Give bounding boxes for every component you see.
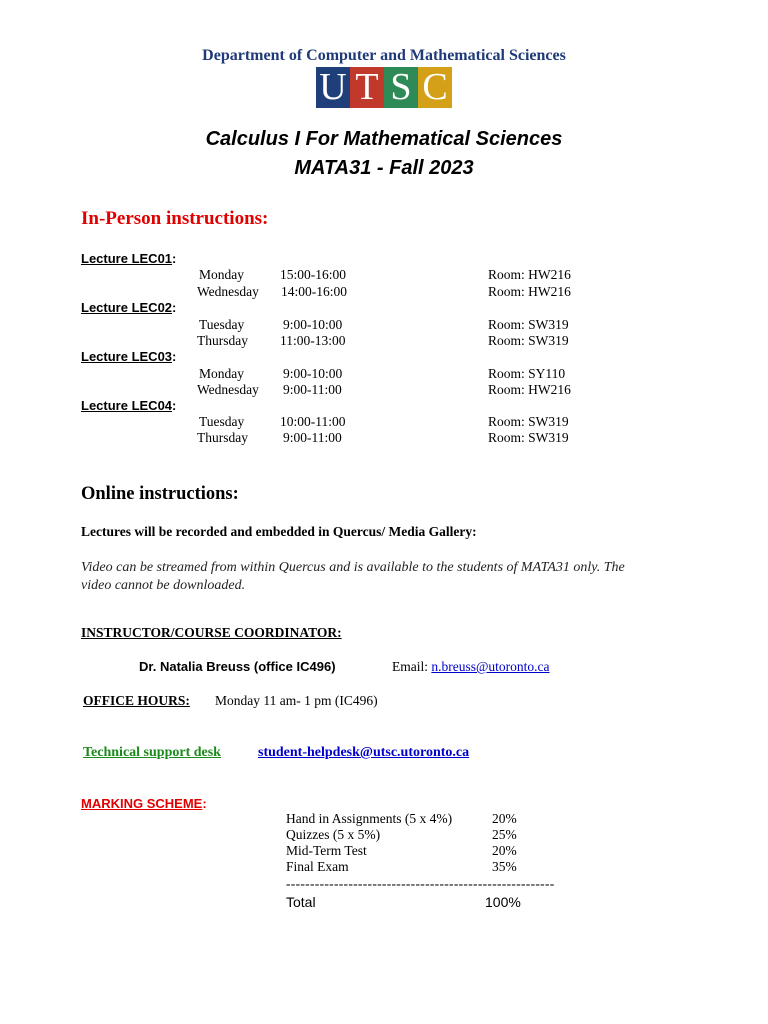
marking-separator: --------------------------------------------------------	[286, 876, 555, 891]
logo-letter-t: T	[350, 67, 384, 108]
lecture-lec02-heading: Lecture LEC02:	[81, 300, 177, 315]
instructor-heading: INSTRUCTOR/COURSE COORDINATOR:	[81, 625, 342, 640]
office-hours-label: OFFICE HOURS:	[83, 693, 190, 708]
lec02-room-2: Room: SW319	[488, 333, 569, 348]
lec03-day-2: Wednesday	[197, 382, 259, 397]
lec02-time-2: 11:00-13:00	[280, 333, 346, 348]
lec02-day-2: Thursday	[197, 333, 248, 348]
lec02-time-1: 9:00-10:00	[283, 317, 343, 332]
marking-item-weight-3: 20%	[492, 843, 517, 858]
marking-item-weight-4: 35%	[492, 859, 517, 874]
lec04-time-2: 9:00-11:00	[283, 430, 342, 445]
lec03-time-1: 9:00-10:00	[283, 366, 343, 381]
logo-letter-u: U	[316, 67, 350, 108]
lec01-day-2: Wednesday	[197, 284, 259, 299]
lec04-room-2: Room: SW319	[488, 430, 569, 445]
marking-item-label-4: Final Exam	[286, 859, 349, 874]
marking-item-weight-2: 25%	[492, 827, 517, 842]
lec02-day-1: Tuesday	[199, 317, 245, 332]
lec01-time-1: 15:00-16:00	[280, 267, 346, 282]
instructor-name: Dr. Natalia Breuss (office IC496)	[139, 659, 336, 674]
logo-letter-c: C	[418, 67, 452, 108]
lec03-room-2: Room: HW216	[488, 382, 571, 397]
course-title: Calculus I For Mathematical Sciences	[205, 128, 563, 150]
marking-heading: MARKING SCHEME:	[81, 796, 207, 811]
marking-total-label: Total	[286, 894, 316, 910]
lecture-lec04-heading: Lecture LEC04:	[81, 398, 177, 413]
lec01-room-1: Room: HW216	[488, 267, 571, 282]
lec04-room-1: Room: SW319	[488, 414, 569, 429]
lec04-day-1: Tuesday	[199, 414, 245, 429]
online-note-line1: Video can be streamed from within Quercus and is available to the students of MATA31 only. The	[81, 560, 625, 575]
instructor-email-link[interactable]: n.breuss@utoronto.ca	[431, 659, 550, 674]
marking-item-weight-1: 20%	[492, 811, 517, 826]
lec03-day-1: Monday	[199, 366, 244, 381]
in-person-heading: In-Person instructions:	[81, 208, 269, 229]
lec03-room-1: Room: SY110	[488, 366, 566, 381]
utsc-logo	[316, 67, 452, 108]
email-label: Email:	[392, 659, 428, 674]
lec01-room-2: Room: HW216	[488, 284, 571, 299]
lec03-time-2: 9:00-11:00	[283, 382, 342, 397]
lec01-time-2: 14:00-16:00	[281, 284, 347, 299]
lec04-day-2: Thursday	[197, 430, 248, 445]
online-note-line2: video cannot be downloaded.	[81, 578, 246, 593]
marking-total-value: 100%	[485, 894, 521, 910]
tech-support-label: Technical support desk	[83, 745, 221, 760]
online-subheading: Lectures will be recorded and embedded in Quercus/ Media Gallery:	[81, 524, 477, 539]
lecture-lec01-heading: Lecture LEC01:	[81, 251, 177, 266]
instructor-email-row	[392, 659, 550, 675]
logo-letter-s: S	[384, 67, 418, 108]
support-email-link[interactable]: student-helpdesk@utsc.utoronto.ca	[258, 745, 470, 760]
lec04-time-1: 10:00-11:00	[280, 414, 346, 429]
course-code: MATA31 - Fall 2023	[294, 157, 474, 179]
lecture-lec03-heading: Lecture LEC03:	[81, 349, 177, 364]
marking-item-label-1: Hand in Assignments (5 x 4%)	[286, 811, 453, 826]
online-heading: Online instructions:	[81, 484, 239, 504]
lec01-day-1: Monday	[199, 267, 244, 282]
marking-item-label-3: Mid-Term Test	[286, 843, 367, 858]
lec02-room-1: Room: SW319	[488, 317, 569, 332]
department-title: Department of Computer and Mathematical Sciences	[202, 47, 566, 64]
marking-item-label-2: Quizzes (5 x 5%)	[286, 827, 381, 842]
office-hours-value: Monday 11 am- 1 pm (IC496)	[215, 693, 378, 708]
